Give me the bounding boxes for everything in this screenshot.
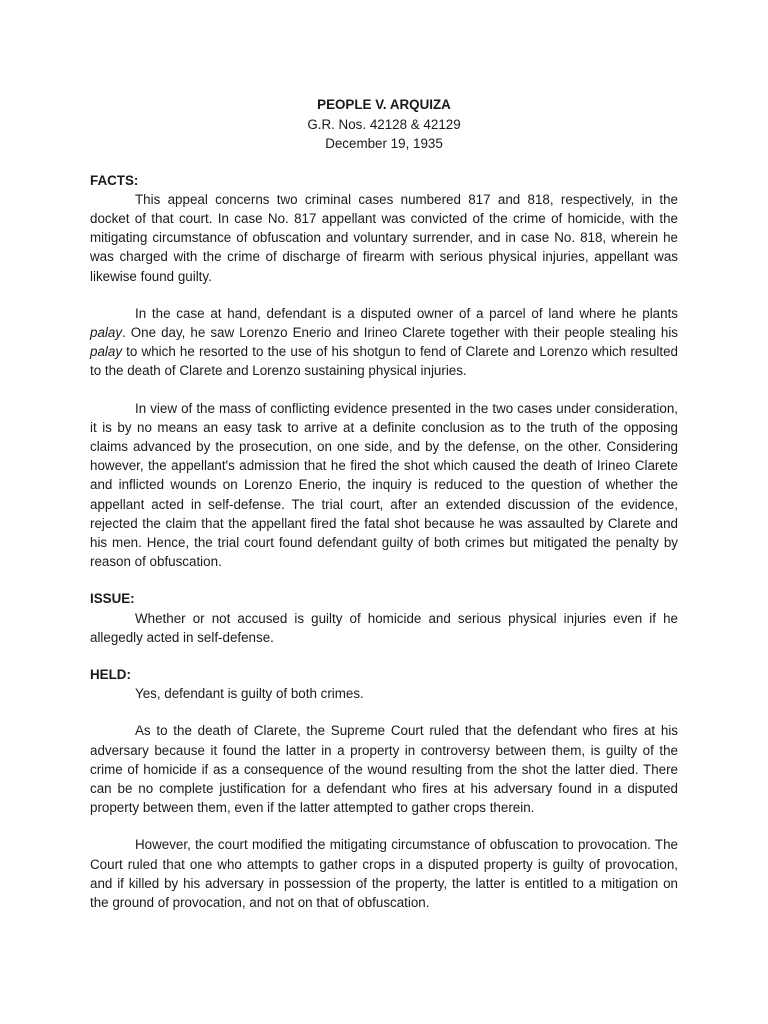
facts-p2-text-b: . One day, he saw Lorenzo Enerio and Irineo Clarete together with their people stealing his — [122, 324, 678, 340]
facts-heading: FACTS: — [90, 172, 139, 188]
document-page — [90, 95, 678, 912]
held-paragraph-3: However, the court modified the mitigating circumstance of obfuscation to provocation. The Court ruled that one who attempts to gather crops in a disputed property is guilty of provocation, and if killed by his adversary in possession of the property, the latter is entitled to a mitigation on the ground of provocation, and not on that of obfuscation. — [90, 837, 678, 910]
issue-heading: ISSUE: — [90, 591, 135, 607]
facts-paragraph-3: In view of the mass of conflicting evidence presented in the two cases under consideration, it is by no means an easy task to arrive at a definite conclusion as to the truth of the opposing claims advanced by the prosecution, on one side, and by the defense, on the other. Considering however, the appellant's admission that he fired the shot which caused the death of Irineo Clarete and inflicted wounds on Lorenzo Enerio, the inquiry is reduced to the question of whether the appellant acted in self-defense. The trial court, after an extended discussion of the evidence, rejected the claim that the appellant fired the fatal shot because he was assaulted by Clarete and his men. Hence, the trial court found defendant guilty of both crimes but mitigated the penalty by reason of obfuscation. — [90, 400, 678, 570]
facts-p2-text-a: In the case at hand, defendant is a disputed owner of a parcel of land where he plants — [135, 305, 678, 321]
held-paragraph-2: As to the death of Clarete, the Supreme Court ruled that the defendant who fires at his adversary because it found the latter in a property in controversy between them, is guilty of the crime of homicide if as a consequence of the wound resulting from the shot the latter died. There can be no complete justification for a defendant who fires at his adversary found in a disputed property between them, even if the latter attempted to gather crops therein. — [90, 723, 678, 816]
facts-p2-palay-1: palay — [90, 324, 123, 340]
case-header — [90, 95, 678, 154]
issue-paragraph: Whether or not accused is guilty of homicide and serious physical injuries even if he allegedly acted in self-defense. — [90, 610, 678, 645]
case-title: PEOPLE V. ARQUIZA — [317, 97, 451, 112]
facts-paragraph-1: This appeal concerns two criminal cases numbered 817 and 818, respectively, in the docket of that court. In case No. 817 appellant was convicted of the crime of homicide, with the mitigating circumstance of obfuscation and voluntary surrender, and in case No. 818, wherein he was charged with the crime of discharge of firearm with serious physical injuries, appellant was likewise found guilty. — [90, 191, 678, 284]
facts-p2-text-c: to which he resorted to the use of his shotgun to fend of Clarete and Lorenzo which resulted to the death of Clarete and Lorenzo sustaining physical injuries. — [90, 344, 678, 379]
facts-p2-palay-2: palay — [90, 344, 123, 360]
case-gr-number: G.R. Nos. 42128 & 42129 — [307, 116, 461, 132]
held-heading: HELD: — [90, 666, 131, 682]
facts-paragraph-2 — [90, 304, 678, 381]
held-paragraph-1: Yes, defendant is guilty of both crimes. — [135, 686, 364, 702]
case-date: December 19, 1935 — [325, 136, 443, 151]
